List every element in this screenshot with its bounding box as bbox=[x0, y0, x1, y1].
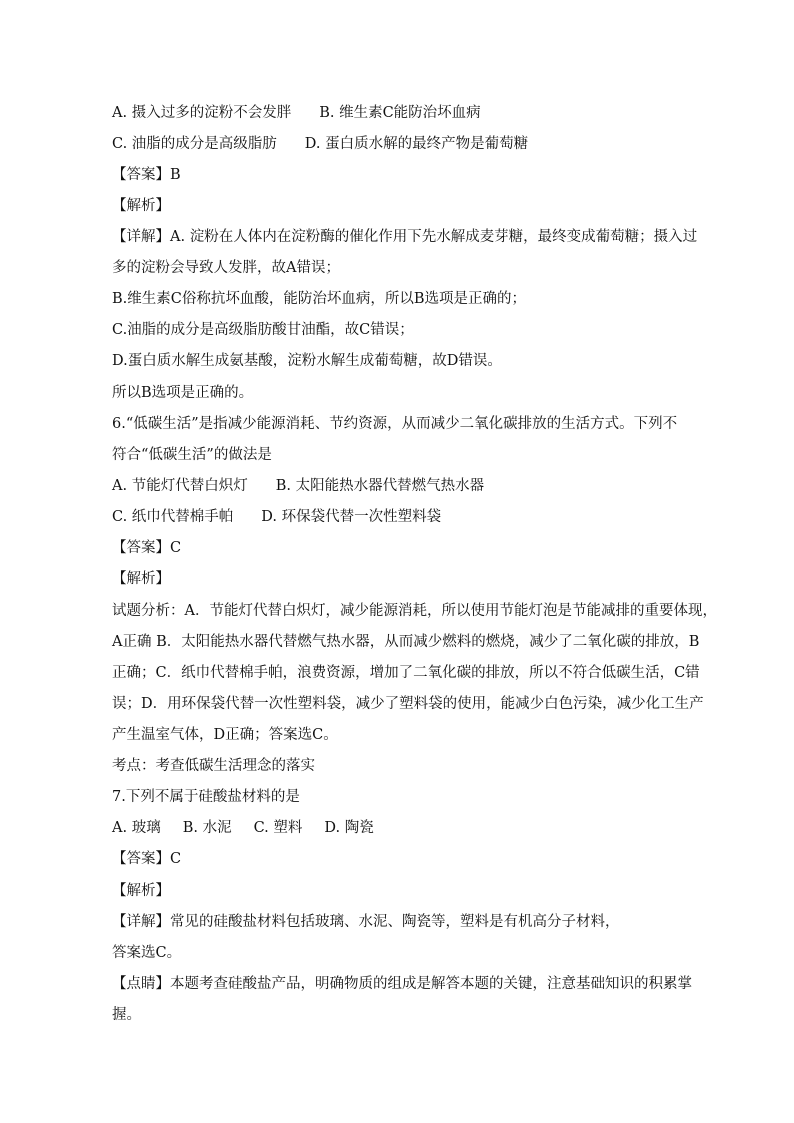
q6-option-d: D. 环保袋代替一次性塑料袋 bbox=[261, 509, 442, 525]
q6-detail-line: 产生温室气体，D正确；答案选C。 bbox=[112, 727, 338, 743]
q6-detail-line: 正确；C．纸巾代替棉手帕，浪费资源，增加了二氧化碳的排放，所以不符合低碳生活，C错 bbox=[112, 665, 700, 681]
q6-stem-line: 符合“低碳生活”的做法是 bbox=[112, 447, 272, 463]
q7-option-c: C. 塑料 bbox=[253, 820, 303, 836]
q6-option-c: C. 纸巾代替棉手帕 bbox=[112, 509, 234, 525]
q7-detail-line: 【详解】常见的硅酸盐材料包括玻璃、水泥、陶瓷等，塑料是有机高分子材料， bbox=[112, 914, 620, 930]
q6-stem-line: 6.“低碳生活”是指减少能源消耗、节约资源，从而减少二氧化碳排放的生活方式。下列不 bbox=[112, 416, 678, 432]
q7-analysis-heading: 【解析】 bbox=[112, 883, 170, 899]
q5-detail-line: 多的淀粉会导致人发胖，故A错误； bbox=[112, 260, 340, 276]
q5-detail-line: D.蛋白质水解生成氨基酸，淀粉水解生成葡萄糖，故D错误。 bbox=[112, 353, 502, 369]
q7-options-row bbox=[112, 818, 692, 838]
q7-option-a: A. 玻璃 bbox=[112, 820, 161, 836]
q6-answer: 【答案】C bbox=[112, 540, 182, 556]
q7-option-d: D. 陶瓷 bbox=[324, 820, 374, 836]
q6-key-point: 考点：考查低碳生活理念的落实 bbox=[112, 758, 315, 774]
q6-detail-line: 误；D．用环保袋代替一次性塑料袋，减少了塑料袋的使用，能减少白色污染，减少化工生产 bbox=[112, 696, 704, 712]
q6-analysis-heading: 【解析】 bbox=[112, 571, 170, 587]
q5-detail-line: 【详解】A. 淀粉在人体内在淀粉酶的催化作用下先水解成麦芽糖，最终变成葡萄糖；摄入过 bbox=[112, 229, 698, 245]
q6-detail-line: 试题分析：A．节能灯代替白炽灯，减少能源消耗，所以使用节能灯泡是节能减排的重要体现， bbox=[112, 603, 717, 619]
q7-answer: 【答案】C bbox=[112, 851, 182, 867]
q5-options-row-1 bbox=[112, 103, 692, 123]
q6-detail-line: A正确 B．太阳能热水器代替燃气热水器，从而减少燃料的燃烧，减少了二氧化碳的排放，B bbox=[112, 634, 700, 650]
q6-option-b: B. 太阳能热水器代替燃气热水器 bbox=[275, 478, 485, 494]
q7-option-b: B. 水泥 bbox=[182, 820, 232, 836]
q7-note-line: 握。 bbox=[112, 1007, 141, 1023]
q6-option-a: A. 节能灯代替白炽灯 bbox=[112, 478, 248, 494]
q6-options-row-2 bbox=[112, 507, 692, 527]
q5-answer: 【答案】B bbox=[112, 167, 181, 183]
q5-conclusion: 所以B选项是正确的。 bbox=[112, 385, 254, 401]
q7-note-line: 【点睛】本题考查硅酸盐产品，明确物质的组成是解答本题的关键，注意基础知识的积累掌 bbox=[112, 976, 692, 992]
q5-detail-line: B.维生素C俗称抗坏血酸，能防治坏血病，所以B选项是正确的； bbox=[112, 291, 527, 307]
q7-stem: 7.下列不属于硅酸盐材料的是 bbox=[112, 789, 300, 805]
q5-option-b: B. 维生素C能防治坏血病 bbox=[319, 105, 481, 121]
q5-detail-line: C.油脂的成分是高级脂肪酸甘油酯，故C错误； bbox=[112, 322, 414, 338]
q7-detail-line: 答案选C。 bbox=[112, 945, 182, 961]
q5-option-a: A. 摄入过多的淀粉不会发胖 bbox=[112, 105, 292, 121]
q5-analysis-heading: 【解析】 bbox=[112, 198, 170, 214]
q5-option-d: D. 蛋白质水解的最终产物是葡萄糖 bbox=[304, 136, 529, 152]
q5-options-row-2 bbox=[112, 134, 692, 154]
q6-options-row-1 bbox=[112, 476, 692, 496]
q5-option-c: C. 油脂的成分是高级脂肪 bbox=[112, 136, 277, 152]
